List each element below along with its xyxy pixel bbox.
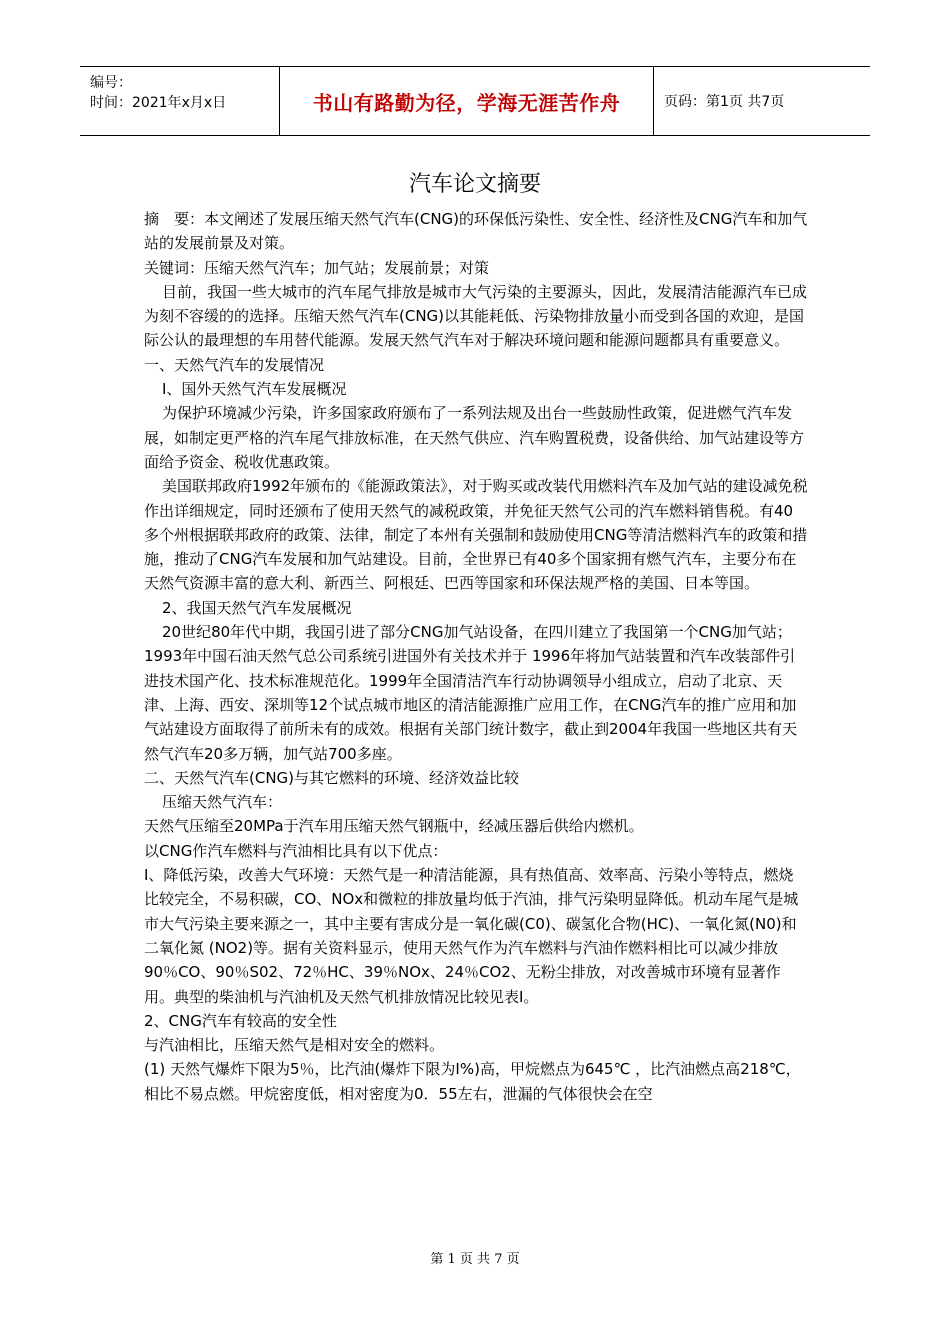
keywords-paragraph: 关键词：压缩天然气汽车；加气站；发展前景；对策	[144, 258, 490, 277]
subsection-heading-2-1: 压缩天然气汽车：	[162, 793, 283, 812]
document-title: 汽车论文摘要	[408, 172, 541, 197]
body-paragraph: 天然气压缩至20MPa于汽车用压缩天然气钢瓶中，经减压器后供给内燃机。	[144, 817, 644, 836]
header-table	[80, 66, 870, 136]
body-paragraph: 为保护环境减少污染，许多国家政府颁布了一系列法规及出台一些鼓励性政策，促进燃气汽车发展，如制定更严格的汽车尾气排放标准，在天然气供应、汽车购置税费，设备供给、加气站建设等方面给予资金、税收优惠政策。	[144, 404, 805, 471]
date-label: 时间：2021年x月x日	[90, 95, 227, 111]
body-paragraph: 20世纪80年代中期，我国引进了部分CNG加气站设备，在四川建立了我国第一个CNG加气站；1993年中国石油天然气总公司系统引进国外有关技术并于 1996年将加气站装置和汽车改装部件引进技术国产化、技术标准规范化。1999年全国清洁汽车行动协调领导小组成立，启动了北京、天津、上海、西安、深圳等12个试点城市地区的清洁能源推广应用工作，在CNG汽车的推广应用和加气站建设方面取得了前所未有的成效。根据有关部门统计数字，截止到2004年我国一些地区共有天然气汽车20多万辆，加气站700多座。	[144, 623, 798, 763]
subsection-heading-1-2: 2、我国天然气汽车发展概况	[162, 598, 352, 617]
body-paragraph: Ⅰ、降低污染，改善大气环境：天然气是一种清洁能源，具有热值高、效率高、污染小等特点，燃烧比较完全，不易积碳，CO、NOx和微粒的排放量均低于汽油，排气污染明显降低。机动车尾气是城市大气污染主要来源之一，其中主要有害成分是一氧化碳(C0)、碳氢化合物(HC)、一氧化氮(N0)和二氧化氮 (NO2)等。据有关资料显示，使用天然气作为汽车燃料与汽油作燃料相比可以减少排放90％CO、90％S02、72％HC、39％NOx、24％CO2、无粉尘排放，对改善城市环境有显著作用。典型的柴油机与汽油机及天然气机排放情况比较见表Ⅰ。	[144, 866, 799, 1006]
subsection-heading-2-2: 2、CNG汽车有较高的安全性	[144, 1011, 337, 1030]
body-paragraph: 美国联邦政府1992年颁布的《能源政策法》，对于购买或改装代用燃料汽车及加气站的建设减免税作出详细规定，同时还颁布了使用天然气的减税政策，并免征天然气公司的汽车燃料销售税。有40多个州根据联邦政府的政策、法律，制定了本州有关强制和鼓励使用CNG等清洁燃料汽车的政策和措施，推动了CNG汽车发展和加气站建设。目前，全世界已有40多个国家拥有燃气汽车，主要分布在天然气资源丰富的意大利、新西兰、阿根廷、巴西等国家和环保法规严格的美国、日本等国。	[144, 477, 808, 593]
intro-paragraph: 目前，我国一些大城市的汽车尾气排放是城市大气污染的主要源头，因此，发展清洁能源汽车已成为刻不容缓的的选择。压缩天然气汽车(CNG)以其能耗低、污染物排放量小而受到各国的欢迎，是国际公认的最理想的车用替代能源。发展天然气汽车对于解决环境问题和能源问题都具有重要意义。	[144, 282, 808, 350]
page-info: 页码：第1页 共7页	[664, 94, 785, 110]
body-paragraph: (1) 天然气爆炸下限为5％，比汽油(爆炸下限为Ⅰ%)高，甲烷燃点为645℃ ，比汽油燃点高218℃，相比不易点燃。甲烷密度低，相对密度为0．55左右，泄漏的气体很快会在空	[144, 1060, 801, 1103]
subsection-heading-1-1: Ⅰ、国外天然气汽车发展概况	[162, 380, 347, 399]
header-left-cell	[80, 67, 280, 135]
abstract-paragraph: 摘 要：本文阐述了发展压缩天然气汽车(CNG)的环保低污染性、安全性、经济性及CNG汽车和加气站的发展前景及对策。	[144, 210, 808, 253]
page-footer: 第 1 页 共 7 页	[430, 1252, 520, 1267]
motto: 书山有路勤为径，学海无涯苦作舟	[280, 67, 654, 135]
body-paragraph: 以CNG作汽车燃料与汽油相比具有以下优点：	[144, 841, 448, 860]
document-body	[144, 207, 808, 1106]
number-label: 编号：	[90, 75, 132, 91]
body-paragraph: 与汽油相比，压缩天然气是相对安全的燃料。	[144, 1036, 445, 1055]
section-heading-2: 二、天然气汽车(CNG)与其它燃料的环境、经济效益比较	[144, 768, 520, 787]
section-heading-1: 一、天然气汽车的发展情况	[144, 355, 325, 374]
